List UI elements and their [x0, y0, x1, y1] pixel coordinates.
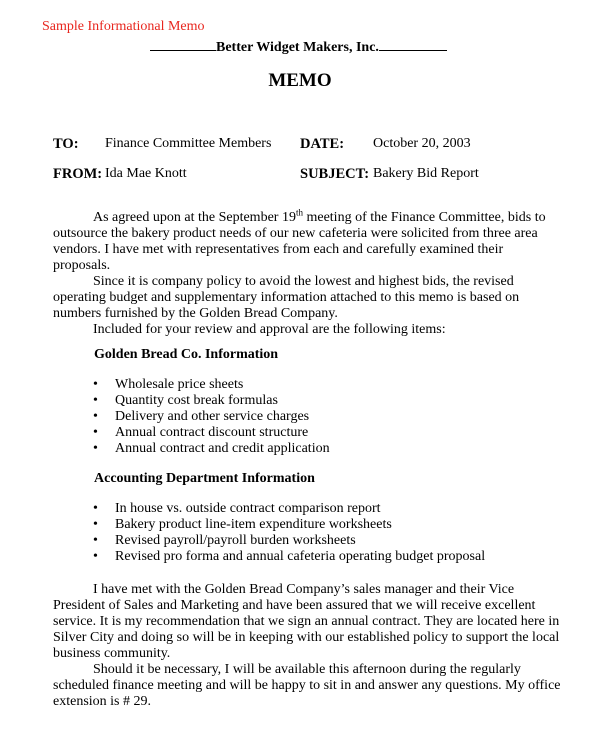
from-label: FROM:	[53, 166, 103, 182]
bullet-icon: •	[93, 441, 98, 456]
list-item-text: Bakery product line-item expenditure worksheets	[115, 517, 392, 532]
section-title-accounting: Accounting Department Information	[94, 471, 315, 486]
list-item-text: In house vs. outside contract comparison report	[115, 501, 381, 516]
list-item-text: Revised payroll/payroll burden worksheets	[115, 533, 356, 548]
bullet-icon: •	[93, 517, 98, 532]
sample-label: Sample Informational Memo	[42, 19, 205, 34]
paragraph-3: Included for your review and approval are the following items:	[93, 322, 446, 337]
company-name: Better Widget Makers, Inc.	[216, 40, 379, 55]
p1-superscript: th	[295, 207, 303, 218]
to-value: Finance Committee Members	[105, 136, 272, 151]
from-value: Ida Mae Knott	[105, 166, 187, 181]
paragraph-1	[53, 207, 563, 274]
paragraph-2: Since it is company policy to avoid the lowest and highest bids, the revised operating budget and supplementary information attached to this memo is based on numbers furnished by the Golden Bread Company.	[53, 274, 520, 321]
underline-right	[379, 36, 447, 51]
closing-text	[53, 582, 563, 710]
memo-title: MEMO	[268, 70, 332, 91]
bullet-icon: •	[93, 501, 98, 516]
bullet-icon: •	[93, 425, 98, 440]
date-label: DATE:	[300, 136, 345, 152]
to-label: TO:	[53, 136, 79, 152]
list-item-text: Delivery and other service charges	[115, 409, 310, 424]
bullet-icon: •	[93, 533, 98, 548]
list-item-text: Annual contract and credit application	[115, 441, 330, 456]
list-item-text: Quantity cost break formulas	[115, 393, 278, 408]
list-item-text: Wholesale price sheets	[115, 377, 244, 392]
p1-end: meeting of the Finance Committee, bids to outsource the bakery product needs of our new cafeteria were solicited from three area vendors. I have met with representatives from each and carefully examined their proposals.	[53, 210, 546, 273]
date-value: October 20, 2003	[373, 136, 471, 151]
list-item-text: Revised pro forma and annual cafeteria operating budget proposal	[115, 549, 486, 564]
subject-label: SUBJECT:	[300, 166, 370, 182]
bullet-icon: •	[93, 409, 98, 424]
bullet-icon: •	[93, 549, 98, 564]
body-text	[53, 207, 563, 338]
list-item-text: Annual contract discount structure	[115, 425, 309, 440]
subject-value: Bakery Bid Report	[373, 166, 479, 181]
section-title-golden-bread: Golden Bread Co. Information	[94, 347, 279, 362]
paragraph-5: Should it be necessary, I will be available this afternoon during the regularly scheduled finance meeting and will be happy to sit in and answer any questions. My office extension is # 29.	[53, 662, 561, 709]
underline-left	[150, 36, 216, 51]
bullet-icon: •	[93, 393, 98, 408]
paragraph-4: I have met with the Golden Bread Company’s sales manager and their Vice President of Sales and Marketing and have been assured that we will receive excellent service. It is my recommendation that we sign an annual contract. They are located here in Silver City and doing so will be in keeping with our established policy to support the local business community.	[53, 582, 560, 661]
p1-start: As agreed upon at the September 19	[93, 210, 296, 225]
bullet-icon: •	[93, 377, 98, 392]
company-line	[150, 36, 447, 56]
